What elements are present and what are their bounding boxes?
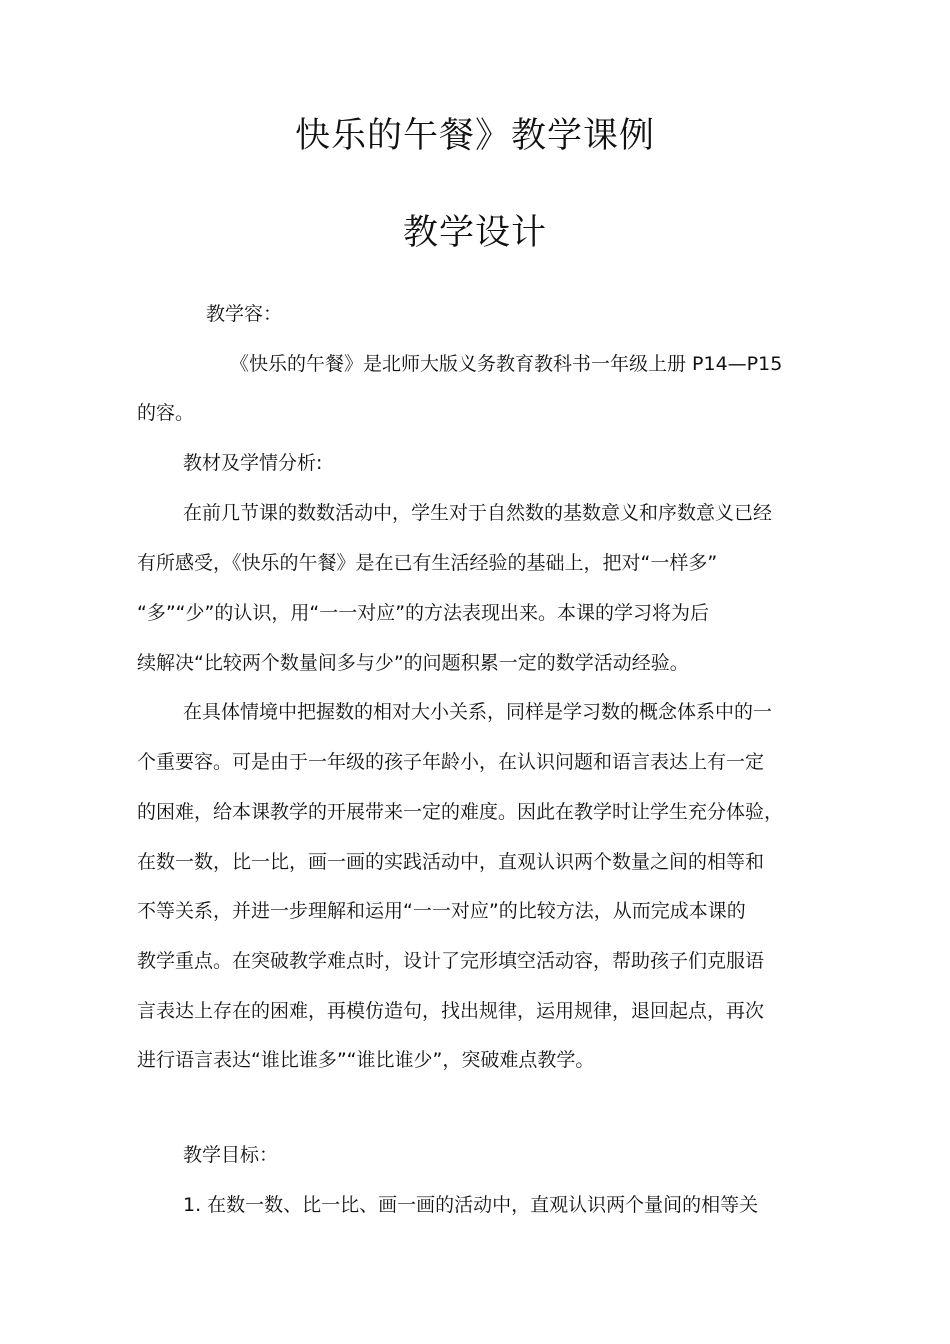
document-title: 快乐的午餐》教学课例 — [294, 116, 655, 156]
document-subtitle: 教学设计 — [402, 213, 547, 253]
paragraph-line: 在数一数，比一比，画一画的实践活动中，直观认识两个数量之间的相等和 — [137, 851, 765, 873]
paragraph-line: 有所感受，《快乐的午餐》是在已有生活经验的基础上，把对“一样多” — [137, 552, 718, 574]
paragraph-line: 个重要容。可是由于一年级的孩子年龄小，在认识问题和语言表达上有一定 — [137, 751, 765, 773]
list-item: 1. 在数一数、比一比、画一画的活动中，直观认识两个量间的相等关 — [183, 1194, 759, 1216]
paragraph-line: 教学重点。在突破教学难点时，设计了完形填空活动容，帮助孩子们克服语 — [137, 950, 765, 972]
paragraph-line: “多”“少”的认识，用“一一对应”的方法表现出来。本课的学习将为后 — [137, 602, 710, 624]
section-heading-content: 教学容： — [206, 303, 283, 325]
paragraph-line: 续解决“比较两个数量间多与少”的问题积累一定的数学活动经验。 — [137, 652, 689, 674]
paragraph-line: 的困难，给本课教学的开展带来一定的难度。因此在教学时让学生充分体验， — [137, 801, 784, 823]
paragraph-line: 《快乐的午餐》是北师大版义务教育教科书一年级上册 P14—P15 — [230, 353, 783, 375]
paragraph-line: 的容。 — [137, 402, 195, 424]
section-heading-objectives: 教学目标： — [183, 1144, 279, 1166]
paragraph-line: 进行语言表达“谁比谁多”“谁比谁少”，突破难点教学。 — [137, 1049, 595, 1071]
paragraph-line: 在具体情境中把握数的相对大小关系，同样是学习数的概念体系中的一 — [183, 701, 773, 723]
paragraph-line: 言表达上存在的困难，再模仿造句，找出规律，运用规律，退回起点，再次 — [137, 1000, 765, 1022]
section-heading-analysis: 教材及学情分析: — [183, 452, 323, 474]
paragraph-line: 不等关系，并进一步理解和运用“一一对应”的比较方法，从而完成本课的 — [137, 900, 746, 922]
paragraph-line: 在前几节课的数数活动中，学生对于自然数的基数意义和序数意义已经 — [183, 502, 773, 524]
